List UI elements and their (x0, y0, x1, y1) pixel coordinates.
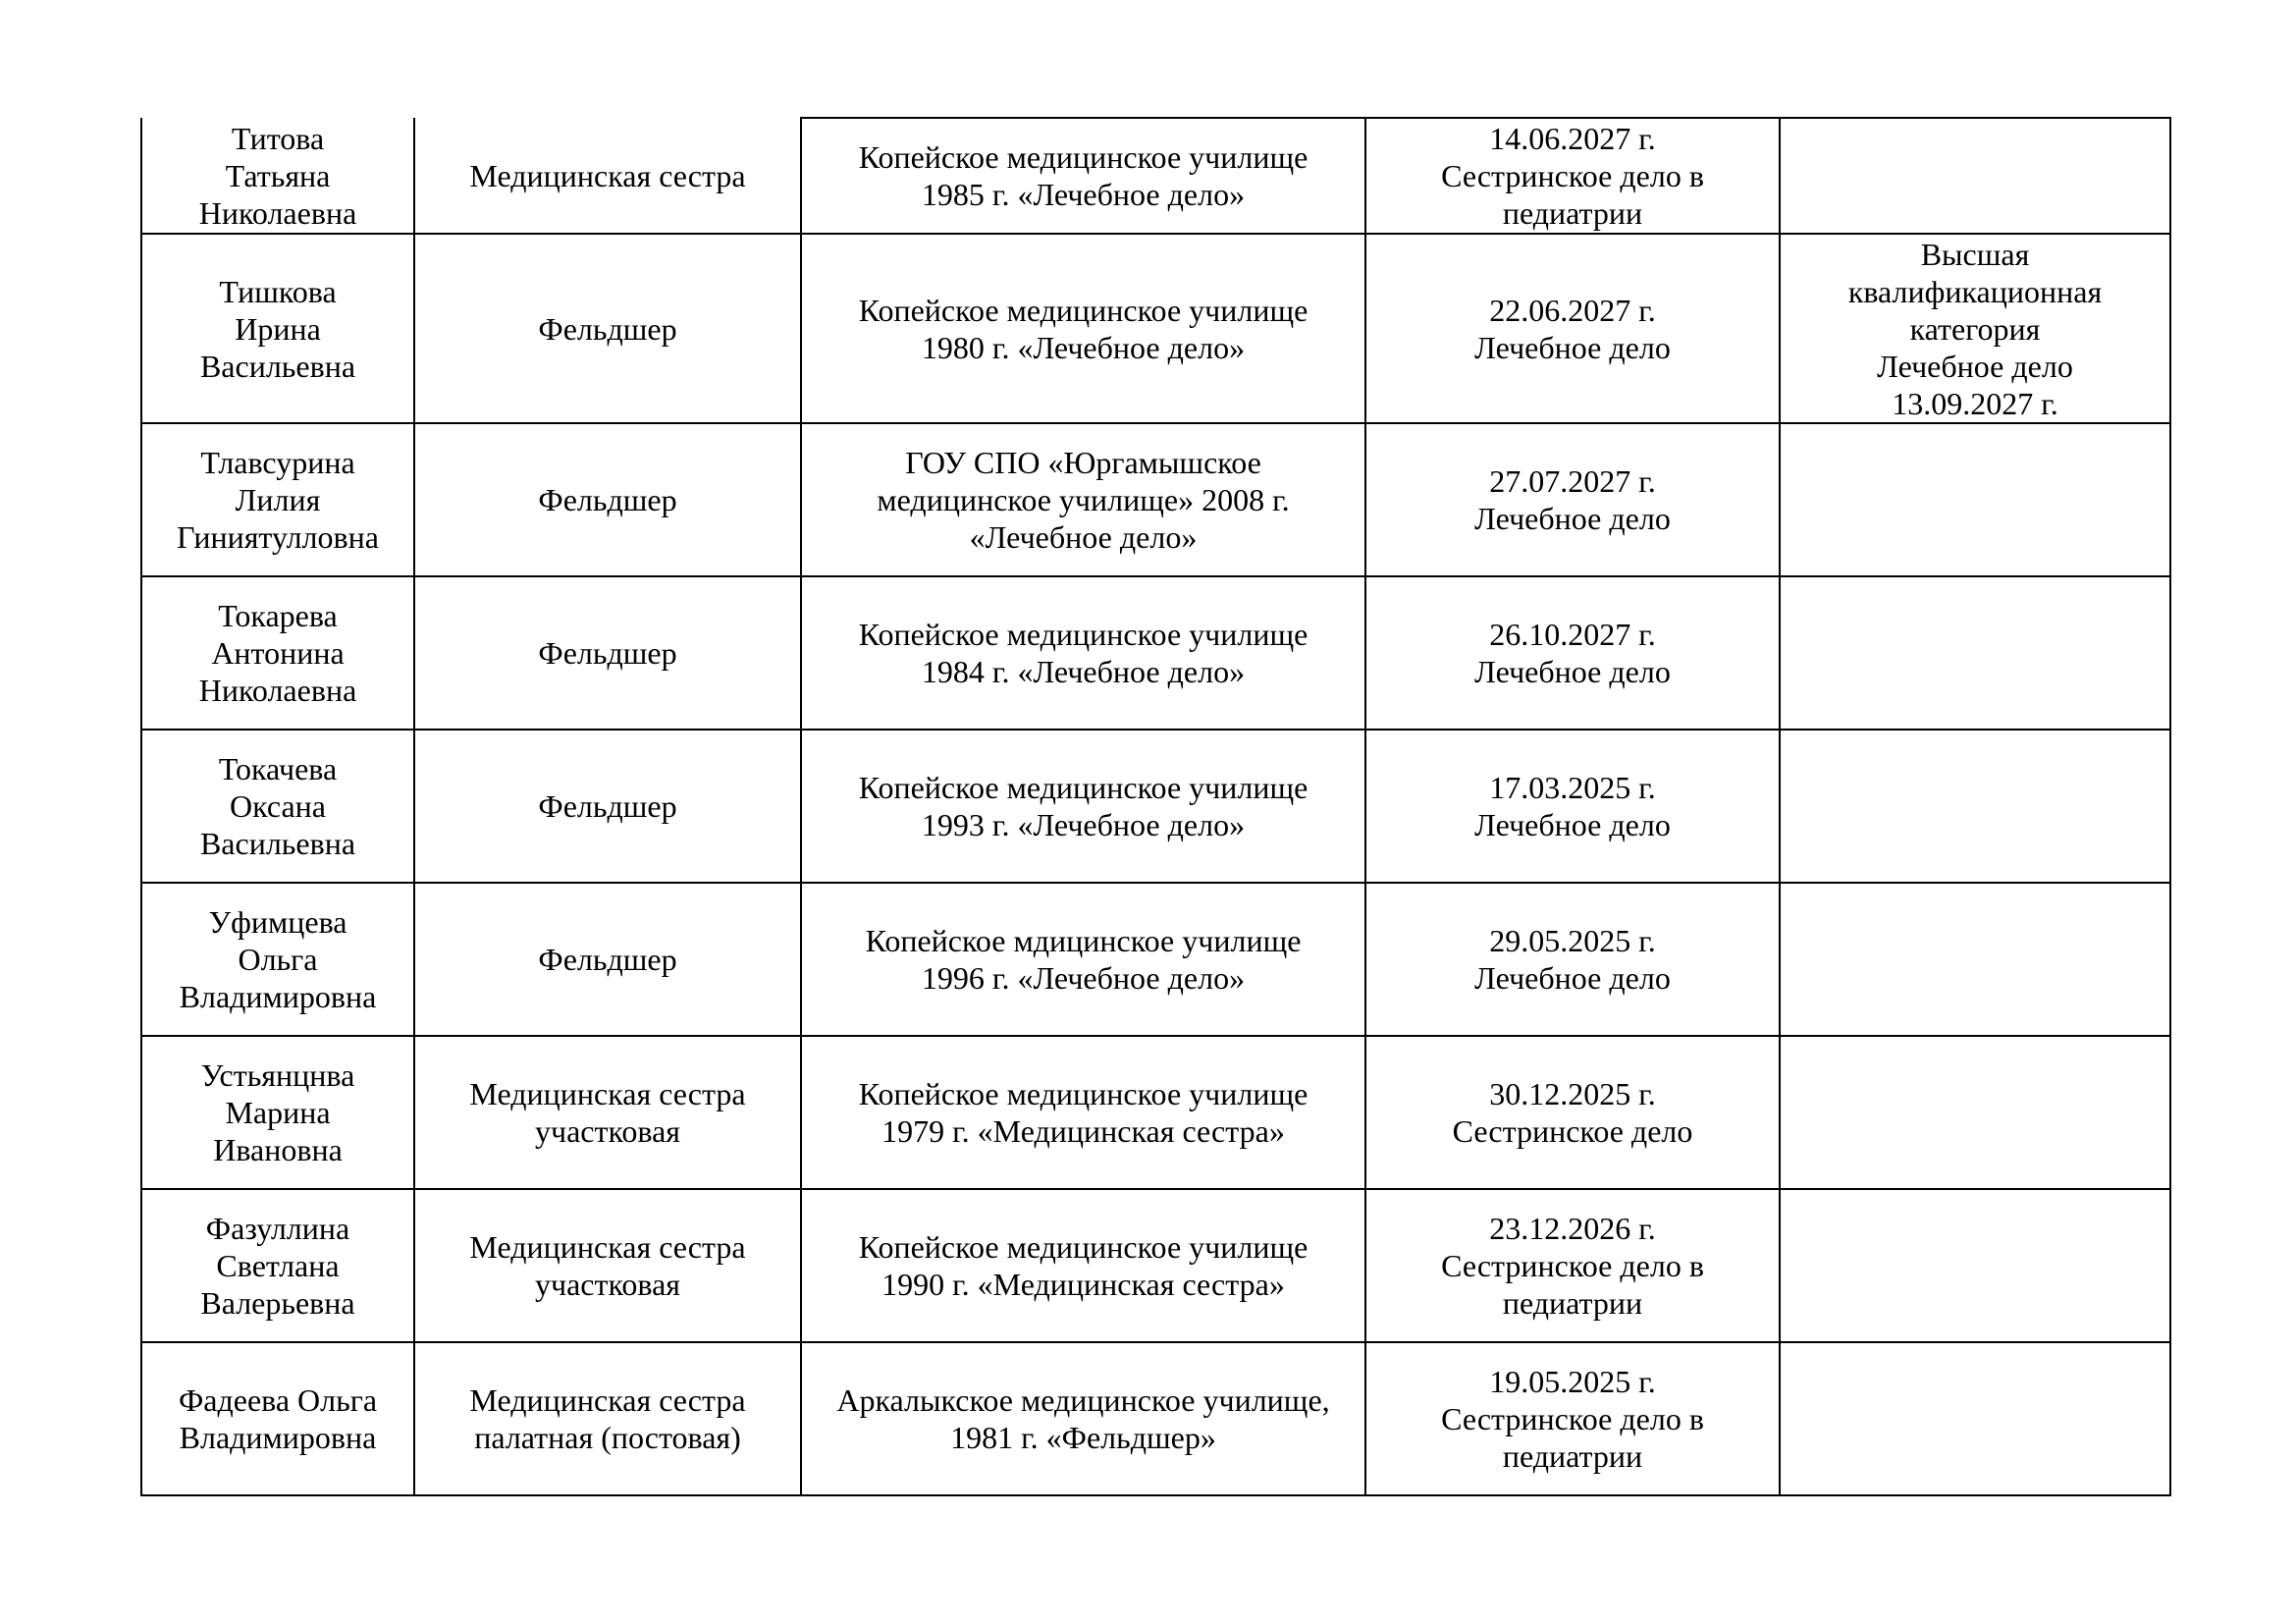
employee-name-cell (141, 730, 414, 883)
employee-certificate-line: педиатрии (1502, 1285, 1643, 1321)
employee-position-line: Фельдшер (538, 482, 677, 517)
employee-name-cell (141, 1036, 414, 1189)
employee-name-line: Васильевна (199, 348, 356, 384)
employee-certificate-line: педиатрии (1502, 1438, 1643, 1474)
employee-certificate-line: 23.12.2026 г. (1489, 1211, 1656, 1246)
employee-name-line: Токарева (218, 598, 338, 633)
employee-category-line: 13.09.2027 г. (1892, 385, 2058, 421)
employee-certificate-cell (1365, 423, 1780, 576)
employee-category-line: категория (1909, 310, 2041, 347)
employee-name-cell (141, 576, 414, 730)
employee-category-cell (1780, 730, 2170, 883)
employee-category-line: квалификационная (1847, 273, 2103, 309)
employee-certificate-line: 19.05.2025 г. (1489, 1364, 1656, 1399)
staff-table-body (141, 118, 2170, 1495)
employee-position-line: Медицинская сестра (469, 1076, 746, 1111)
employee-name-line: Оксана (230, 788, 326, 824)
employee-education-line: Копейское мдицинское училище (865, 923, 1302, 958)
employee-name-line: Гиниятулловна (177, 519, 379, 555)
table-row (141, 576, 2170, 730)
employee-certificate-cell (1365, 1189, 1780, 1342)
employee-name-line: Ивановна (213, 1132, 343, 1167)
employee-position-line: Фельдшер (538, 635, 677, 671)
employee-certificate-line: Лечебное дело (1474, 960, 1671, 996)
employee-category-cell (1780, 234, 2170, 423)
employee-education-line: ГОУ СПО «Юргамышское (905, 445, 1261, 480)
employee-education-cell (801, 1036, 1365, 1189)
employee-name-line: Уфимцева (208, 904, 347, 940)
employee-certificate-line: 26.10.2027 г. (1489, 617, 1656, 652)
employee-education-line: Копейское медицинское училище (858, 617, 1308, 652)
employee-certificate-line: Сестринское дело в (1441, 1401, 1704, 1436)
employee-education-line: «Лечебное дело» (969, 519, 1198, 555)
employee-name-line: Васильевна (199, 826, 356, 861)
employee-category-cell (1780, 1189, 2170, 1342)
table-row (141, 423, 2170, 576)
employee-name-line: Владимировна (179, 1420, 377, 1455)
employee-education-cell (801, 576, 1365, 730)
employee-certificate-line: Сестринское дело (1452, 1113, 1693, 1149)
employee-name-line: Фазуллина (205, 1211, 350, 1246)
employee-education-line: Копейское медицинское училище (858, 292, 1308, 328)
employee-name-line: Николаевна (198, 194, 357, 231)
employee-certificate-line: Лечебное дело (1474, 329, 1671, 365)
table-row (141, 883, 2170, 1036)
employee-position-line: участковая (534, 1113, 680, 1149)
employee-certificate-cell (1365, 1342, 1780, 1495)
employee-education-cell (801, 234, 1365, 423)
employee-education-line: 1981 г. «Фельдшер» (950, 1420, 1216, 1455)
employee-name-line: Лилия (235, 482, 321, 517)
employee-education-line: Копейское медицинское училище (858, 1229, 1308, 1265)
employee-position-line: Фельдшер (538, 942, 677, 977)
employee-name-line: Фадеева Ольга (178, 1382, 378, 1418)
employee-education-cell (801, 118, 1365, 234)
employee-education-line: Аркалыкское медицинское училище, (836, 1382, 1330, 1418)
employee-name-line: Марина (225, 1095, 331, 1130)
employee-certificate-line: Сестринское дело в (1441, 1248, 1704, 1283)
employee-certificate-line: Лечебное дело (1474, 807, 1671, 842)
table-row (141, 1036, 2170, 1189)
employee-name-cell (141, 1189, 414, 1342)
employee-position-cell (414, 576, 801, 730)
employee-name-line: Владимировна (179, 979, 377, 1014)
employee-education-line: 1993 г. «Лечебное дело» (921, 807, 1246, 842)
employee-certificate-line: Сестринское дело в (1441, 158, 1704, 193)
employee-certificate-cell (1365, 118, 1780, 234)
employee-position-cell (414, 1189, 801, 1342)
employee-name-cell (141, 883, 414, 1036)
employee-certificate-line: 27.07.2027 г. (1489, 463, 1656, 499)
employee-name-line: Николаевна (198, 673, 357, 708)
employee-position-cell (414, 1036, 801, 1189)
table-row (141, 730, 2170, 883)
employee-position-line: палатная (постовая) (474, 1420, 741, 1455)
employee-certificate-line: Лечебное дело (1474, 501, 1671, 536)
employee-education-line: 1990 г. «Медицинская сестра» (881, 1267, 1285, 1302)
employee-certificate-line: 22.06.2027 г. (1489, 292, 1656, 328)
employee-name-line: Татьяна (225, 157, 331, 193)
employee-category-cell (1780, 576, 2170, 730)
staff-table (140, 117, 2171, 1496)
employee-name-line: Ирина (235, 310, 321, 347)
employee-position-line: Фельдшер (538, 788, 677, 824)
employee-certificate-line: 29.05.2025 г. (1489, 923, 1656, 958)
employee-position-cell (414, 1342, 801, 1495)
employee-certificate-cell (1365, 234, 1780, 423)
employee-position-line: Медицинская сестра (469, 1382, 746, 1418)
employee-name-line: Ольга (238, 942, 318, 977)
employee-name-cell (141, 1342, 414, 1495)
employee-category-line: Высшая (1920, 236, 2030, 272)
employee-education-cell (801, 883, 1365, 1036)
employee-position-cell (414, 883, 801, 1036)
table-row (141, 118, 2170, 234)
employee-name-cell (141, 118, 414, 234)
employee-certificate-line: 30.12.2025 г. (1489, 1076, 1656, 1111)
employee-certificate-cell (1365, 1036, 1780, 1189)
employee-name-line: Валерьевна (200, 1285, 355, 1321)
employee-category-cell (1780, 883, 2170, 1036)
employee-name-line: Антонина (211, 635, 345, 671)
employee-certificate-line: 17.03.2025 г. (1489, 770, 1656, 805)
employee-name-line: Устьянцнва (200, 1057, 355, 1093)
employee-education-cell (801, 1342, 1365, 1495)
employee-category-cell (1780, 1342, 2170, 1495)
employee-name-cell (141, 423, 414, 576)
employee-education-cell (801, 1189, 1365, 1342)
employee-position-cell (414, 234, 801, 423)
employee-name-line: Титова (231, 120, 325, 156)
employee-education-line: 1979 г. «Медицинская сестра» (881, 1113, 1285, 1149)
employee-certificate-cell (1365, 883, 1780, 1036)
employee-name-line: Тишкова (219, 273, 337, 309)
employee-position-line: Фельдшер (538, 310, 677, 347)
employee-education-line: 1996 г. «Лечебное дело» (921, 960, 1246, 996)
employee-certificate-line: педиатрии (1502, 195, 1643, 231)
employee-certificate-line: 14.06.2027 г. (1489, 121, 1656, 156)
employee-certificate-line: Лечебное дело (1474, 654, 1671, 689)
employee-position-cell (414, 118, 801, 234)
table-row (141, 234, 2170, 423)
employee-category-cell (1780, 423, 2170, 576)
employee-category-cell (1780, 118, 2170, 234)
employee-position-line: участковая (534, 1267, 680, 1302)
employee-education-line: 1980 г. «Лечебное дело» (921, 329, 1246, 365)
employee-name-cell (141, 234, 414, 423)
employee-name-line: Тлавсурина (200, 445, 355, 480)
employee-position-line: Медицинская сестра (469, 1229, 746, 1265)
employee-position-cell (414, 730, 801, 883)
table-row (141, 1342, 2170, 1495)
employee-position-line: Медицинская сестра (469, 157, 746, 193)
employee-name-line: Токачева (218, 751, 338, 786)
employee-education-cell (801, 730, 1365, 883)
employee-certificate-cell (1365, 730, 1780, 883)
employee-education-line: 1985 г. «Лечебное дело» (921, 177, 1246, 212)
employee-education-line: Копейское медицинское училище (858, 1076, 1308, 1111)
employee-category-line: Лечебное дело (1877, 348, 2073, 384)
employee-education-line: 1984 г. «Лечебное дело» (921, 654, 1246, 689)
employee-education-line: Копейское медицинское училище (858, 139, 1308, 175)
employee-category-cell (1780, 1036, 2170, 1189)
employee-education-line: Копейское медицинское училище (858, 770, 1308, 805)
employee-certificate-cell (1365, 576, 1780, 730)
employee-name-line: Светлана (216, 1248, 340, 1283)
table-row (141, 1189, 2170, 1342)
employee-position-cell (414, 423, 801, 576)
employee-education-cell (801, 423, 1365, 576)
employee-education-line: медицинское училище» 2008 г. (877, 482, 1290, 517)
